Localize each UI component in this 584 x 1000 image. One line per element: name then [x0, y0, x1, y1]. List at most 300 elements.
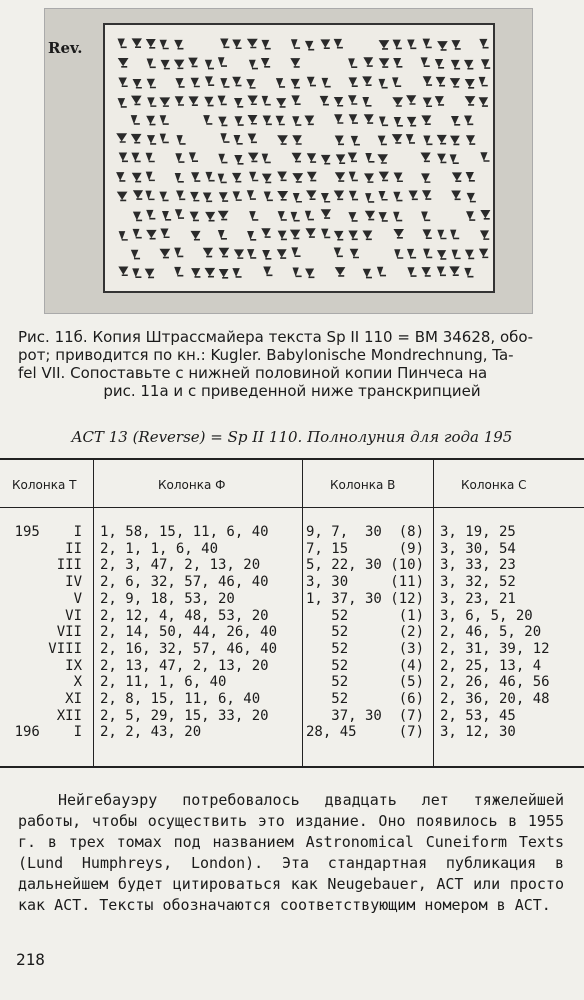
- cuneiform-sign: [263, 41, 271, 49]
- cuneiform-sign: [468, 194, 476, 202]
- cuneiform-sign: [365, 58, 373, 66]
- cuneiform-sign: [480, 78, 488, 86]
- cuneiform-sign: [148, 98, 156, 106]
- cell-c: 3, 33, 23: [440, 557, 516, 574]
- cuneiform-sign: [221, 79, 229, 87]
- cuneiform-sign: [146, 269, 154, 277]
- cell-b: 37, 30 (7): [306, 707, 425, 724]
- cuneiform-sign: [364, 77, 372, 85]
- cuneiform-sign: [379, 136, 387, 144]
- cuneiform-sign: [118, 192, 126, 200]
- cell-c: 3, 23, 21: [440, 590, 516, 607]
- cuneiform-sign: [250, 173, 258, 181]
- cuneiform-sign: [350, 231, 358, 239]
- cuneiform-sign: [250, 61, 258, 69]
- cuneiform-sign: [163, 212, 171, 220]
- cell-c: 2, 25, 13, 4: [440, 657, 542, 674]
- cuneiform-sign: [219, 212, 227, 220]
- cuneiform-sign: [424, 136, 432, 144]
- cuneiform-sign: [219, 96, 227, 104]
- cell-f: 2, 9, 18, 53, 20: [100, 590, 235, 607]
- cuneiform-sign: [294, 174, 302, 182]
- cuneiform-sign: [306, 212, 314, 220]
- cuneiform-sign: [293, 248, 301, 256]
- cuneiform-sign: [378, 268, 386, 276]
- cuneiform-sign: [322, 156, 330, 164]
- cuneiform-sign: [466, 80, 474, 88]
- cuneiform-sign: [308, 191, 316, 199]
- caption-line-4: рис. 11а и с приведенной ниже транскрипцией: [103, 382, 481, 400]
- cuneiform-sign: [408, 250, 416, 258]
- cuneiform-sign: [451, 79, 459, 87]
- page-number: 218: [16, 950, 45, 969]
- cuneiform-sign: [176, 174, 184, 182]
- cuneiform-sign: [262, 59, 270, 67]
- cuneiform-sign: [424, 98, 432, 106]
- cuneiform-sign: [294, 136, 302, 144]
- cuneiform-sign: [424, 77, 432, 85]
- cell-t: II: [65, 540, 82, 557]
- cuneiform-sign: [350, 192, 358, 200]
- cuneiform-sign: [161, 98, 169, 106]
- cuneiform-sign: [380, 172, 388, 180]
- cuneiform-tablet-image: [103, 23, 495, 293]
- cell-b: 9, 7, 30 (8): [306, 524, 425, 540]
- cuneiform-sign: [219, 117, 227, 125]
- cell-c: 3, 19, 25: [440, 524, 516, 540]
- cuneiform-sign: [220, 249, 228, 257]
- cuneiform-sign: [263, 229, 271, 237]
- table-row: [0, 608, 584, 624]
- cuneiform-sign: [249, 96, 257, 104]
- cuneiform-sign: [482, 60, 490, 68]
- figure-caption: [18, 328, 566, 400]
- header-col-b: Колонка B: [330, 478, 396, 492]
- cuneiform-sign: [291, 230, 299, 238]
- cuneiform-sign: [292, 40, 300, 48]
- cuneiform-sign: [206, 61, 214, 69]
- cuneiform-sign: [424, 249, 432, 257]
- cuneiform-sign: [294, 194, 302, 202]
- cuneiform-sign: [294, 268, 302, 276]
- cuneiform-sign: [380, 41, 388, 49]
- cuneiform-sign: [161, 192, 169, 200]
- cuneiform-sign: [422, 212, 430, 220]
- cuneiform-sign: [175, 268, 183, 276]
- table-row: [0, 708, 584, 724]
- cuneiform-sign: [235, 250, 243, 258]
- cuneiform-sign: [235, 99, 243, 107]
- cuneiform-sign: [175, 248, 183, 256]
- cuneiform-sign: [148, 59, 156, 67]
- cuneiform-sign: [408, 40, 416, 48]
- cuneiform-sign: [292, 213, 300, 221]
- cuneiform-sign: [119, 39, 127, 47]
- cuneiform-sign: [204, 116, 212, 124]
- cell-b: 5, 22, 30 (10): [306, 557, 425, 574]
- cell-f: 2, 2, 43, 20: [100, 724, 202, 741]
- cuneiform-sign: [191, 212, 199, 220]
- cuneiform-sign: [438, 267, 446, 275]
- cuneiform-sign: [349, 153, 357, 161]
- cuneiform-sign: [306, 269, 314, 277]
- cuneiform-sign: [351, 249, 359, 257]
- cuneiform-sign: [407, 135, 415, 143]
- cuneiform-sign: [466, 97, 474, 105]
- cuneiform-sign: [133, 153, 141, 161]
- cuneiform-sign: [206, 98, 214, 106]
- cuneiform-sign: [380, 59, 388, 67]
- cuneiform-sign: [176, 97, 184, 105]
- cuneiform-sign: [365, 115, 373, 123]
- cuneiform-sign: [249, 134, 257, 142]
- cuneiform-sign: [395, 118, 403, 126]
- cuneiform-sign: [395, 250, 403, 258]
- cuneiform-sign: [120, 78, 128, 86]
- cuneiform-sign: [292, 80, 300, 88]
- cuneiform-sign: [134, 80, 142, 88]
- cuneiform-sign: [264, 267, 272, 275]
- cuneiform-sign: [436, 60, 444, 68]
- cuneiform-sign: [453, 250, 461, 258]
- cuneiform-sign: [207, 173, 215, 181]
- cuneiform-sign: [204, 249, 212, 257]
- cuneiform-sign: [424, 39, 432, 47]
- cuneiform-sign: [279, 192, 287, 200]
- cuneiform-sign: [264, 116, 272, 124]
- cuneiform-sign: [234, 269, 242, 277]
- cell-c: 2, 31, 39, 12: [440, 640, 550, 657]
- cell-b: 52 (6): [306, 691, 425, 707]
- cuneiform-sign: [451, 267, 459, 275]
- cuneiform-sign: [366, 212, 374, 220]
- cell-f: 2, 14, 50, 44, 26, 40: [100, 624, 278, 641]
- cuneiform-sign: [133, 174, 141, 182]
- cuneiform-sign: [132, 251, 140, 259]
- cuneiform-sign: [436, 97, 444, 105]
- cuneiform-sign: [424, 230, 432, 238]
- cuneiform-sign: [365, 174, 373, 182]
- table-row: [0, 557, 584, 573]
- cuneiform-sign: [161, 40, 169, 48]
- body-paragraph: Нейгебауэру потребовалось двадцать лет тяжелейшей работы, чтобы осуществить это издание. Оно появилось в 1955 г. в трех томах под названием Astronomical Cuneiform Texts (Lund Humphreys, London). Эта стандартная публикация в дальнейшем будет цитироваться как Neugebauer, ACT или просто как ACT. Тексты обозначаются соответствующим номером в ACT.: [18, 791, 564, 914]
- cuneiform-sign: [321, 97, 329, 105]
- cuneiform-sign: [335, 98, 343, 106]
- cuneiform-sign: [423, 116, 431, 124]
- figure-label: Rev.: [48, 39, 83, 57]
- cuneiform-sign: [337, 155, 345, 163]
- cell-b: 3, 30 (11): [306, 574, 425, 591]
- cuneiform-sign: [147, 40, 155, 48]
- cell-f: 2, 16, 32, 57, 46, 40: [100, 640, 278, 657]
- table-header-rule: [0, 507, 584, 508]
- cuneiform-sign: [279, 231, 287, 239]
- table-row: [0, 724, 584, 740]
- cuneiform-sign: [451, 155, 459, 163]
- cuneiform-sign: [481, 40, 489, 48]
- cuneiform-sign: [162, 229, 170, 237]
- cuneiform-sign: [277, 116, 285, 124]
- table-row: [0, 541, 584, 557]
- cuneiform-sign: [192, 269, 200, 277]
- cell-f: 2, 6, 32, 57, 46, 40: [100, 574, 269, 591]
- cuneiform-sign: [161, 116, 169, 124]
- cell-c: 2, 46, 5, 20: [440, 624, 542, 641]
- cuneiform-sign: [465, 61, 473, 69]
- cuneiform-sign: [250, 212, 258, 220]
- cuneiform-sign: [394, 193, 402, 201]
- cuneiform-sign: [279, 172, 287, 180]
- cuneiform-sign: [422, 174, 430, 182]
- cuneiform-sign: [393, 78, 401, 86]
- cuneiform-sign: [263, 97, 271, 105]
- cuneiform-sign: [248, 191, 256, 199]
- cuneiform-sign: [380, 80, 388, 88]
- header-col-t: Колонка T: [12, 478, 77, 492]
- cuneiform-sign: [278, 99, 286, 107]
- cuneiform-sign: [191, 193, 199, 201]
- cuneiform-sign: [437, 78, 445, 86]
- cell-c: 3, 32, 52: [440, 574, 516, 591]
- cuneiform-sign: [206, 77, 214, 85]
- cuneiform-sign: [148, 79, 156, 87]
- cell-f: 2, 1, 1, 6, 40: [100, 540, 219, 557]
- cuneiform-sign: [336, 173, 344, 181]
- cell-f: 2, 13, 47, 2, 13, 20: [100, 657, 269, 674]
- cuneiform-sign: [451, 136, 459, 144]
- cuneiform-sign: [120, 153, 128, 161]
- cuneiform-sign: [235, 136, 243, 144]
- cell-b: 52 (3): [306, 640, 425, 657]
- cuneiform-sign: [134, 230, 142, 238]
- cuneiform-sign: [408, 118, 416, 126]
- cuneiform-sign: [219, 58, 227, 66]
- cell-b: 28, 45 (7): [306, 724, 425, 741]
- cuneiform-sign: [279, 136, 287, 144]
- cuneiform-sign: [439, 42, 447, 50]
- cuneiform-sign: [410, 191, 418, 199]
- cuneiform-sign: [190, 97, 198, 105]
- cell-t: VII: [56, 624, 82, 641]
- cell-b: 52 (1): [306, 607, 425, 624]
- cuneiform-sign: [465, 116, 473, 124]
- cuneiform-sign: [248, 80, 256, 88]
- cuneiform-sign: [147, 172, 155, 180]
- cuneiform-sign: [176, 210, 184, 218]
- cuneiform-sign: [263, 154, 271, 162]
- header-col-c: Колонка C: [461, 478, 527, 492]
- cell-c: 3, 6, 5, 20: [440, 607, 533, 624]
- cuneiform-sign: [207, 213, 215, 221]
- cuneiform-sign: [265, 192, 273, 200]
- cuneiform-sign: [393, 135, 401, 143]
- cuneiform-signs: [105, 25, 493, 291]
- cell-t: VI: [65, 607, 82, 624]
- cuneiform-sign: [336, 268, 344, 276]
- cuneiform-sign: [438, 251, 446, 259]
- cuneiform-sign: [467, 212, 475, 220]
- caption-line-1: Рис. 11б. Копия Штрассмайера текста Sp II 110 = BM 34628, обо-: [18, 328, 533, 346]
- cuneiform-sign: [176, 154, 184, 162]
- caption-line-3: fel VII. Сопоставьте с нижней половиной копии Пинчеса на: [18, 364, 488, 382]
- cuneiform-sign: [292, 59, 300, 67]
- cuneiform-sign: [438, 231, 446, 239]
- cuneiform-sign: [308, 78, 316, 86]
- table-row: [0, 658, 584, 674]
- cuneiform-sign: [219, 231, 227, 239]
- cuneiform-sign: [335, 191, 343, 199]
- cell-t: III: [56, 557, 82, 574]
- cell-t: V: [73, 590, 82, 607]
- cell-b: 1, 37, 30 (12): [306, 590, 425, 607]
- cuneiform-sign: [438, 136, 446, 144]
- cuneiform-sign: [364, 98, 372, 106]
- cuneiform-sign: [379, 155, 387, 163]
- cuneiform-sign: [161, 134, 169, 142]
- cuneiform-sign: [349, 59, 357, 67]
- cuneiform-sign: [352, 137, 360, 145]
- cuneiform-sign: [408, 96, 416, 104]
- cuneiform-sign: [423, 268, 431, 276]
- cuneiform-sign: [293, 117, 301, 125]
- cuneiform-sign: [482, 211, 490, 219]
- table-row: [0, 641, 584, 657]
- cuneiform-sign: [278, 250, 286, 258]
- cuneiform-sign: [451, 230, 459, 238]
- cuneiform-sign: [220, 193, 228, 201]
- cuneiform-sign: [453, 191, 461, 199]
- table-row: [0, 574, 584, 590]
- cell-f: 2, 5, 29, 15, 33, 20: [100, 707, 269, 724]
- cuneiform-sign: [394, 59, 402, 67]
- cell-f: 1, 58, 15, 11, 6, 40: [100, 524, 269, 540]
- cell-t: IX: [65, 657, 82, 674]
- cuneiform-sign: [322, 40, 330, 48]
- cuneiform-sign: [395, 173, 403, 181]
- cuneiform-sign: [132, 135, 140, 143]
- cuneiform-sign: [308, 154, 316, 162]
- cuneiform-sign: [133, 269, 141, 277]
- cuneiform-sign: [175, 41, 183, 49]
- cell-t: 196 I: [14, 724, 82, 741]
- cuneiform-sign: [350, 172, 358, 180]
- cell-t: 195 I: [14, 524, 82, 540]
- cuneiform-sign: [350, 213, 358, 221]
- cuneiform-sign: [335, 232, 343, 240]
- cell-t: VIII: [48, 640, 82, 657]
- table-row: [0, 691, 584, 707]
- cuneiform-sign: [161, 250, 169, 258]
- table-bottom-rule: [0, 766, 584, 768]
- cuneiform-sign: [394, 40, 402, 48]
- cuneiform-sign: [192, 173, 200, 181]
- cuneiform-sign: [335, 248, 343, 256]
- cuneiform-sign: [219, 155, 227, 163]
- header-col-f: Колонка Ф: [158, 478, 226, 492]
- figure-plate: [44, 8, 533, 314]
- cuneiform-sign: [221, 39, 229, 47]
- cell-f: 2, 11, 1, 6, 40: [100, 674, 227, 691]
- cell-c: 2, 53, 45: [440, 707, 516, 724]
- cuneiform-sign: [277, 79, 285, 87]
- cuneiform-sign: [279, 212, 287, 220]
- cuneiform-sign: [423, 191, 431, 199]
- cell-b: 7, 15 (9): [306, 540, 425, 557]
- cuneiform-sign: [263, 251, 271, 259]
- cuneiform-sign: [453, 41, 461, 49]
- cell-t: X: [73, 674, 82, 691]
- cuneiform-sign: [322, 194, 330, 202]
- cuneiform-sign: [380, 213, 388, 221]
- cuneiform-sign: [236, 156, 244, 164]
- cuneiform-sign: [192, 232, 200, 240]
- cuneiform-sign: [148, 136, 156, 144]
- cell-c: 3, 12, 30: [440, 724, 516, 741]
- cuneiform-sign: [177, 191, 185, 199]
- cuneiform-sign: [118, 134, 126, 142]
- cuneiform-sign: [134, 191, 142, 199]
- cuneiform-sign: [366, 194, 374, 202]
- table-title: ACT 13 (Reverse) = Sp II 110. Полнолуния для года 195: [71, 428, 513, 446]
- cuneiform-sign: [190, 153, 198, 161]
- cuneiform-sign: [192, 79, 200, 87]
- cuneiform-sign: [220, 270, 228, 278]
- cuneiform-sign: [350, 78, 358, 86]
- cuneiform-sign: [422, 153, 430, 161]
- cuneiform-sign: [249, 116, 257, 124]
- cuneiform-sign: [119, 99, 127, 107]
- table-row: [0, 591, 584, 607]
- table-top-rule: [0, 458, 584, 460]
- cuneiform-sign: [349, 96, 357, 104]
- cuneiform-sign: [175, 60, 183, 68]
- cuneiform-sign: [233, 174, 241, 182]
- table-row: [0, 624, 584, 640]
- cuneiform-sign: [236, 117, 244, 125]
- cuneiform-sign: [322, 210, 330, 218]
- cuneiform-sign: [117, 173, 125, 181]
- cuneiform-sign: [438, 154, 446, 162]
- cuneiform-sign: [147, 211, 155, 219]
- cuneiform-sign: [482, 153, 490, 161]
- cuneiform-sign: [306, 116, 314, 124]
- cuneiform-sign: [335, 115, 343, 123]
- cuneiform-sign: [132, 96, 140, 104]
- cuneiform-sign: [364, 231, 372, 239]
- cuneiform-sign: [480, 249, 488, 257]
- cell-b: 52 (4): [306, 657, 425, 674]
- cuneiform-sign: [453, 173, 461, 181]
- cuneiform-sign: [177, 79, 185, 87]
- cuneiform-sign: [394, 98, 402, 106]
- cuneiform-sign: [467, 173, 475, 181]
- cuneiform-sign: [409, 268, 417, 276]
- cuneiform-sign: [394, 213, 402, 221]
- cuneiform-sign: [206, 269, 214, 277]
- cuneiform-sign: [323, 79, 331, 87]
- cuneiform-sign: [120, 232, 128, 240]
- cell-c: 2, 36, 20, 48: [440, 691, 550, 707]
- cuneiform-sign: [467, 136, 475, 144]
- cuneiform-sign: [204, 193, 212, 201]
- cuneiform-sign: [465, 269, 473, 277]
- cell-f: 2, 12, 4, 48, 53, 20: [100, 607, 269, 624]
- cuneiform-sign: [147, 117, 155, 125]
- cuneiform-sign: [364, 270, 372, 278]
- cuneiform-sign: [248, 40, 256, 48]
- cuneiform-sign: [190, 58, 198, 66]
- cuneiform-sign: [178, 136, 186, 144]
